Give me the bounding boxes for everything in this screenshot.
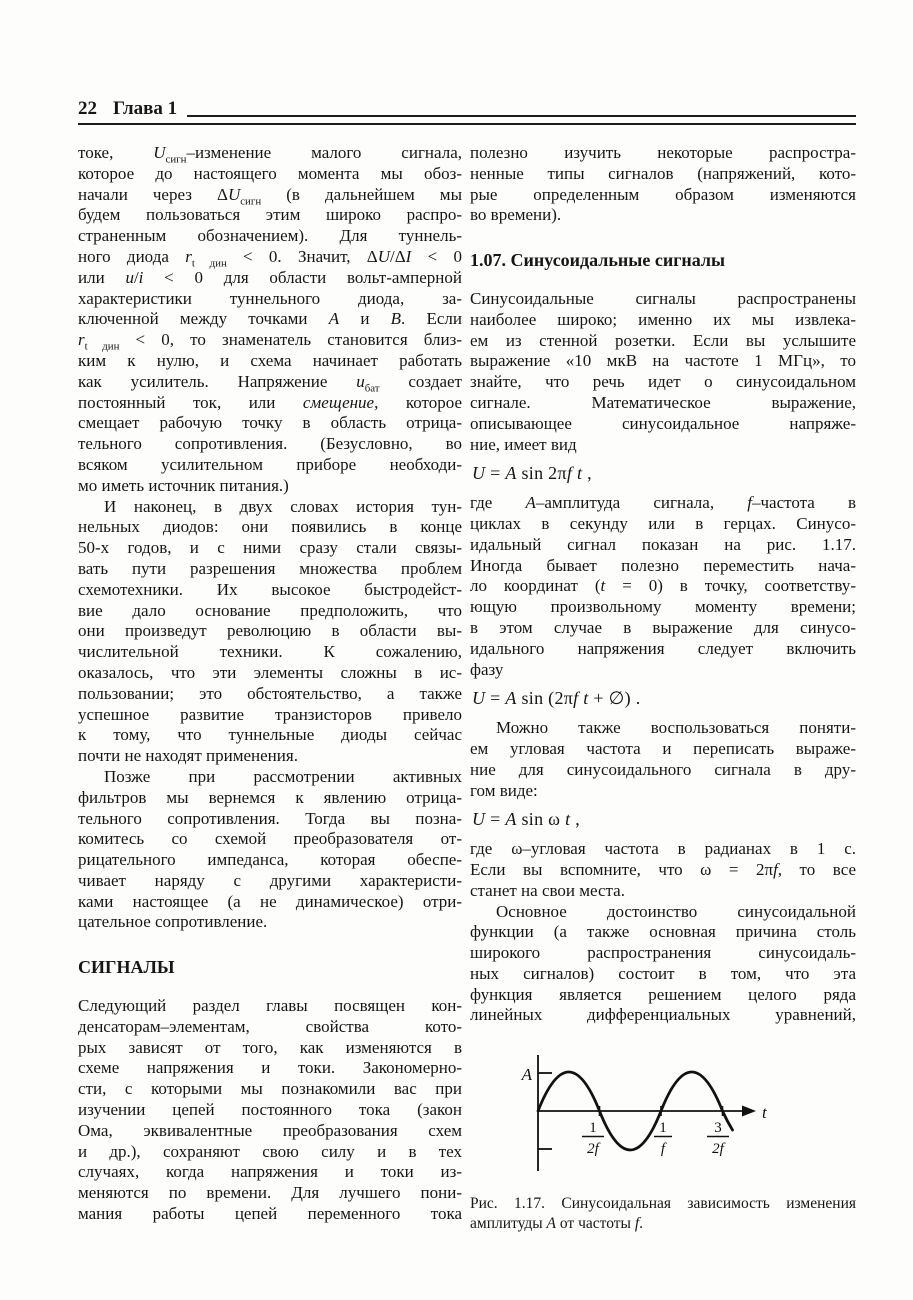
paragraph bbox=[78, 143, 462, 497]
text-line: знайте, что речь идет о синусоидальном bbox=[470, 372, 856, 392]
text-line: ками настоящее (а не динамическое) отри- bbox=[78, 891, 462, 911]
text-line: Синусоидальные сигналы распространены bbox=[470, 288, 856, 308]
text-line: пользовании; это обстоятельство, а также bbox=[78, 683, 462, 703]
text-line: денсаторам–элементам, свойства кото- bbox=[78, 1016, 462, 1036]
text-line: Если вы вспомните, что ω = 2πf, то все bbox=[470, 859, 856, 879]
svg-text:2f: 2f bbox=[587, 1141, 599, 1158]
svg-text:2f: 2f bbox=[712, 1141, 724, 1158]
paragraph bbox=[470, 493, 856, 680]
text-line: схеме напряжения и токи. Закономерно- bbox=[78, 1058, 462, 1078]
page-header bbox=[78, 99, 856, 125]
text-line: нельных диодов: они появились в конце bbox=[78, 517, 462, 537]
svg-text:3: 3 bbox=[714, 1120, 722, 1137]
left-column bbox=[78, 143, 462, 1234]
right-column bbox=[470, 143, 856, 1234]
text-line: широкого распространения синусоидаль- bbox=[470, 943, 856, 963]
text-line: они произведут революцию в области вы- bbox=[78, 621, 462, 641]
text-line: линейных дифференциальных уравнений, bbox=[470, 1005, 856, 1025]
text-line: вать пути разрешения множества проблем bbox=[78, 558, 462, 578]
text-line: ных сигналов) состоит в том, что эта bbox=[470, 963, 856, 983]
text-line: Позже при рассмотрении активных bbox=[104, 766, 462, 786]
paragraph bbox=[470, 718, 856, 801]
text-line: Рис. 1.17. Синусоидальная зависимость изменения bbox=[470, 1195, 856, 1213]
text-line: смещает рабочую точку в область отрица- bbox=[78, 413, 462, 433]
text-line: ло координат (t = 0) в точку, соответству- bbox=[470, 576, 856, 596]
text-line: сигнале. Математическое выражение, bbox=[470, 392, 856, 412]
text-line: во времени). bbox=[470, 205, 562, 225]
text-line: чивает наряду с другими характеристи- bbox=[78, 870, 462, 890]
text-line: ненные типы сигналов (напряжений, кото- bbox=[470, 163, 856, 183]
section-heading: СИГНАЛЫ bbox=[78, 957, 175, 978]
text-line: функции (а также основная причина столь bbox=[470, 922, 856, 942]
formula: U = A sin (2πf t + ∅) . bbox=[472, 688, 641, 709]
text-line: будем пользоваться этим широко распро- bbox=[78, 205, 462, 225]
paragraph bbox=[470, 902, 856, 1027]
text-line: амплитуды A от частоты f. bbox=[470, 1215, 643, 1233]
text-line: токе, $U_{сигн}$–изменение малого сигнала, bbox=[78, 143, 462, 166]
text-line: рицательного импеданса, которая обеспе- bbox=[78, 850, 462, 870]
paragraph bbox=[78, 497, 462, 767]
text-line: идального напряжения следует включить bbox=[470, 638, 856, 658]
text-line: ким к нулю, и схема начинает работать bbox=[78, 350, 462, 370]
text-line: рых зависят от того, как изменяются в bbox=[78, 1037, 462, 1057]
text-line: числительной техники. К сожалению, bbox=[78, 642, 462, 662]
text-line: ем из стенной розетки. Если вы услышите bbox=[470, 330, 856, 350]
text-line: меняются по времени. Для лучшего пони- bbox=[78, 1183, 462, 1203]
text-line: фильтров мы вернемся к явлению отрица- bbox=[78, 787, 462, 807]
sine-wave-figure bbox=[498, 1052, 798, 1182]
text-line: $r_{t дин} < 0$, то знаменатель становится близ- bbox=[78, 330, 462, 353]
figure-tick-label-half-period bbox=[582, 1120, 604, 1157]
figure-time-label: t bbox=[762, 1103, 767, 1123]
text-line: цательное сопротивление. bbox=[78, 912, 268, 932]
text-line: тельного сопротивления. (Безусловно, во bbox=[78, 434, 462, 454]
figure-tick-label-period bbox=[654, 1120, 672, 1157]
text-line: почти не находят применения. bbox=[78, 746, 298, 766]
page-number: 22 bbox=[78, 98, 97, 119]
text-line: которое до настоящего момента мы обоз- bbox=[78, 163, 462, 183]
text-line: Следующий раздел главы посвящен кон- bbox=[78, 996, 462, 1016]
text-line: начали через $\Delta U_{сигн}$ (в дальнейшем мы bbox=[78, 184, 462, 207]
text-line: успешное развитие транзисторов привело bbox=[78, 704, 462, 724]
figure-amplitude-label: A bbox=[521, 1065, 532, 1085]
text-line: оказалось, что эти элементы сложны в ис- bbox=[78, 662, 462, 682]
two-column-text bbox=[78, 143, 856, 1234]
text-line: ние, имеет вид bbox=[470, 434, 577, 454]
text-line: рые определенным образом изменяются bbox=[470, 184, 856, 204]
text-line: Ома, эквивалентные преобразования схем bbox=[78, 1120, 462, 1140]
text-line: всяком усилительном приборе необходи- bbox=[78, 454, 462, 474]
text-line: фазу bbox=[470, 659, 504, 679]
text-line: Основное достоинство синусоидальной bbox=[496, 901, 856, 921]
svg-text:1: 1 bbox=[659, 1120, 667, 1137]
text-line: ного диода $r_{t дин} < 0$. Значит, ΔU/ΔI < 0 bbox=[78, 246, 462, 270]
text-line: сти, с которыми мы познакомили вас при bbox=[78, 1079, 462, 1099]
svg-text:f: f bbox=[660, 1141, 666, 1158]
formula: U = A sin 2πf t , bbox=[472, 463, 592, 484]
text-line: тельного сопротивления. Тогда вы позна- bbox=[78, 808, 462, 828]
figure bbox=[470, 1052, 856, 1184]
text-line: ключенной между точками A и B. Если bbox=[78, 309, 462, 329]
text-line: где A–амплитуда сигнала, f–частота в bbox=[470, 493, 856, 513]
paragraph bbox=[78, 996, 462, 1225]
text-line: комитесь со схемой преобразователя от- bbox=[78, 829, 462, 849]
chapter-title: Глава 1 bbox=[113, 98, 178, 119]
text-line: характеристики туннельного диода, за- bbox=[78, 288, 462, 308]
text-line: мания работы цепей переменного тока bbox=[78, 1204, 462, 1224]
text-line: идальный сигнал показан на рис. 1.17. bbox=[470, 534, 856, 554]
text-line: циклах в секунду или в герцах. Синусо- bbox=[470, 513, 856, 533]
text-line: ем угловая частота и переписать выраже- bbox=[470, 738, 856, 758]
paragraph bbox=[470, 143, 856, 226]
text-line: как усилитель. Напряжение $u_{бат}$ создает bbox=[78, 371, 462, 395]
text-line: полезно изучить некоторые распростра- bbox=[470, 143, 856, 162]
text-line: где ω–угловая частота в радианах в 1 с. bbox=[470, 839, 856, 859]
text-line: И наконец, в двух словах история тун- bbox=[104, 496, 462, 516]
figure-x-axis-arrow bbox=[742, 1106, 756, 1117]
text-line: и др.), сохраняют свою силу и в тех bbox=[78, 1141, 462, 1161]
section-heading: 1.07. Синусоидальные сигналы bbox=[470, 250, 726, 271]
text-line: 50-х годов, и с ними сразу стали связы- bbox=[78, 538, 462, 558]
text-line: постоянный ток, или смещение, которое bbox=[78, 392, 462, 412]
formula: U = A sin ω t , bbox=[472, 809, 581, 830]
text-line: мо иметь источник питания.) bbox=[78, 475, 289, 495]
paragraph bbox=[470, 839, 856, 901]
svg-text:1: 1 bbox=[589, 1120, 597, 1137]
text-line: наиболее широко; именно их мы извлека- bbox=[470, 309, 856, 329]
figure-caption bbox=[470, 1194, 856, 1234]
text-line: схемотехники. Их высокое быстродейст- bbox=[78, 579, 462, 599]
paragraph bbox=[78, 767, 462, 933]
text-line: к тому, что туннельные диоды сейчас bbox=[78, 725, 462, 745]
text-line: случаях, когда напряжения и токи из- bbox=[78, 1162, 462, 1182]
text-line: изучении цепей постоянного тока (закон bbox=[78, 1100, 462, 1120]
text-line: или u/i < 0 для области вольт-амперной bbox=[78, 267, 463, 287]
text-line: станет на свои места. bbox=[470, 880, 625, 900]
text-line: страненным обозначением). Для туннель- bbox=[78, 226, 462, 246]
figure-tick-label-three-half-period bbox=[707, 1120, 729, 1157]
text-line: функция является решением целого ряда bbox=[470, 984, 856, 1004]
text-line: в этом случае в выражение для синусо- bbox=[470, 617, 856, 637]
text-line: вие дало основание предположить, что bbox=[78, 600, 462, 620]
text-line: ние для синусоидального сигнала в дру- bbox=[470, 759, 856, 779]
paragraph bbox=[470, 289, 856, 455]
text-line: гом виде: bbox=[470, 780, 538, 800]
text-line: Можно также воспользоваться поняти- bbox=[496, 718, 856, 738]
text-line: ющую произвольному моменту времени; bbox=[470, 597, 856, 617]
text-line: Иногда бывает полезно переместить нача- bbox=[470, 555, 856, 575]
text-line: выражение «10 мкВ на частоте 1 МГц», то bbox=[470, 351, 856, 371]
header-rule bbox=[187, 115, 856, 117]
text-line: описывающее синусоидальное напряже- bbox=[470, 413, 856, 433]
